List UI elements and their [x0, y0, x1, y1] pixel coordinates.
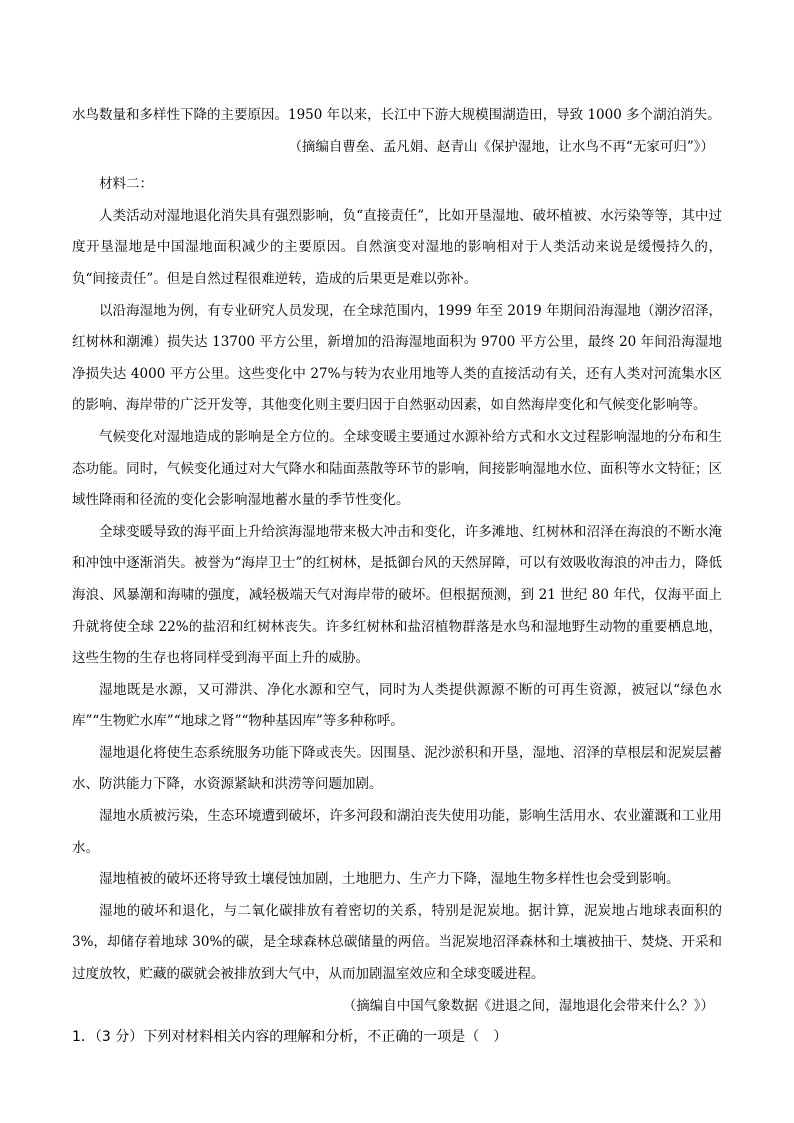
material2-paragraph: 湿地的破坏和退化，与二氧化碳排放有着密切的关系，特别是泥炭地。据计算，泥炭地占地球表面积的 3%，却储存着地球 30%的碳，是全球森林总碳储量的两倍。当泥炭地沼泽森林和土壤被抽干、焚烧、开采和过度放牧，贮藏的碳就会被排放到大气中，从而加剧温室效应和全球变暖进程。 [72, 902, 722, 983]
material2-heading: 材料二： [99, 176, 153, 193]
material2-paragraph: 湿地植被的破坏还将导致土壤侵蚀加剧，土地肥力、生产力下降，湿地生物多样性也会受到影响。 [99, 871, 680, 888]
material2-paragraph: 气候变化对湿地造成的影响是全方位的。全球变暖主要通过水源补给方式和水文过程影响湿地的分布和生态功能。同时，气候变化通过对大气降水和陆面蒸散等环节的影响，间接影响湿地水位、面积等水文特征；区域性降雨和径流的变化会影响湿地蓄水量的季节性变化。 [72, 428, 722, 509]
material2-source-citation: （摘编自中国气象数据《进退之间，湿地退化会带来什么？》） [342, 997, 714, 1014]
material2-paragraph: 湿地水质被污染，生态环境遭到破坏，许多河段和湖泊丧失使用功能，影响生活用水、农业灌溉和工业用水。 [72, 808, 722, 856]
question-1: 1．（3 分）下列对材料相关内容的理解和分析，不正确的一项是（ ） [72, 1029, 508, 1046]
material2-paragraph: 湿地既是水源，又可滞洪、净化水源和空气，同时为人类提供源源不断的可再生资源，被冠以“绿色水库”“生物贮水库”“地球之肾”“物种基因库”等多种称呼。 [72, 681, 722, 730]
material2-paragraph: 全球变暖导致的海平面上升给滨海湿地带来极大冲击和变化，许多滩地、红树林和沼泽在海浪的不断水淹和冲蚀中逐渐消失。被誉为“海岸卫士”的红树林，是抵御台风的天然屏障，可以有效吸收海浪的冲击力，降低海浪、风暴潮和海啸的强度，减轻极端天气对海岸带的破坏。但根据预测，到 21 世纪 80 年代，仅海平面上升就将使全球 22%的盐沼和红树林丧失。许多红树林和盐沼植物群落是水鸟和湿地野生动物的重要栖息地，这些生物的生存也将同样受到海平面上升的威胁。 [72, 523, 722, 667]
document-page [72, 100, 722, 1054]
material2-paragraph: 湿地退化将使生态系统服务功能下降或丧失。因围垦、泥沙淤积和开垦，湿地、沼泽的草根层和泥炭层蓄水、防洪能力下降，水资源紧缺和洪涝等问题加剧。 [72, 744, 722, 793]
material1-source-citation: （摘编自曹垒、孟凡娟、赵青山《保护湿地，让水鸟不再“无家可归”》） [288, 138, 714, 155]
material2-paragraph: 人类活动对湿地退化消失具有强烈影响，负“直接责任”，比如开垦湿地、破坏植被、水污染等等，其中过度开垦湿地是中国湿地面积减少的主要原因。自然演变对湿地的影响相对于人类活动来说是缓慢持久的，负“间接责任”。但是自然过程很难逆转，造成的后果更是难以弥补。 [72, 207, 722, 287]
material1-tail-paragraph: 水鸟数量和多样性下降的主要原因。1950 年以来，长江中下游大规模围湖造田，导致 1000 多个湖泊消失。 [72, 107, 721, 123]
material2-paragraph: 以沿海湿地为例，有专业研究人员发现，在全球范围内，1999 年至 2019 年期间沿海湿地（潮汐沼泽，红树林和潮滩）损失达 13700 平方公里，新增加的沿海湿地面积为 9700 平方公里，最终 20 年间沿海湿地净损失达 4000 平方公里。这些变化中 27%与转为农业用地等人类的直接活动有关，还有人类对河流集水区的影响、海岸带的广泛开发等，其他变化则主要归因于自然驱动因素，如自然海岸变化和气候变化影响等。 [72, 302, 722, 414]
